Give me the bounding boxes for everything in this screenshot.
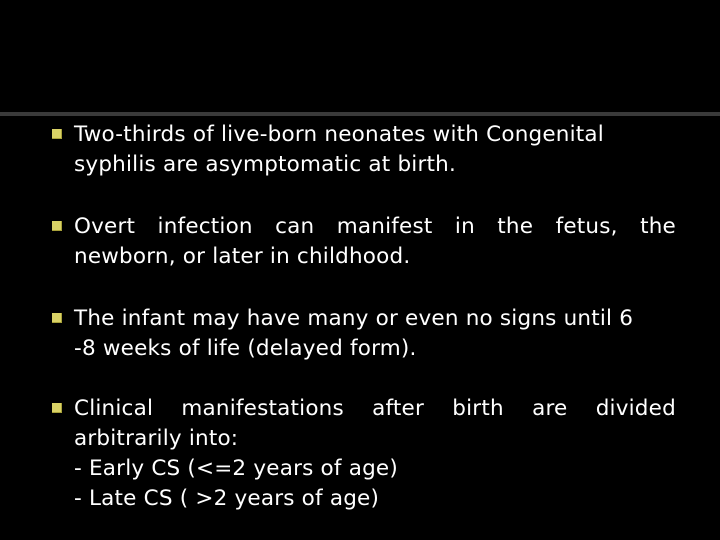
bullet-3-line-2: -8 weeks of life (delayed form).	[74, 336, 417, 361]
word: the	[640, 214, 676, 239]
bullet-text-1	[74, 120, 676, 180]
bullet-text-4	[74, 394, 676, 514]
bullet-3-line-1: The infant may have many or even no signs until 6	[74, 306, 634, 331]
word: in	[454, 214, 475, 239]
word: manifest	[336, 214, 433, 239]
bullet-1-line-1: Two-thirds of live-born neonates with Congenital	[74, 122, 604, 147]
word: infection	[157, 214, 253, 239]
word: birth	[452, 396, 504, 421]
square-bullet-icon	[52, 403, 62, 413]
bullet-text-3	[74, 304, 676, 364]
sub-item-early-cs: - Early CS (<=2 years of age)	[74, 456, 398, 481]
word: fetus,	[555, 214, 618, 239]
square-bullet-icon	[52, 221, 62, 231]
bullet-1-line-2: syphilis are asymptomatic at birth.	[74, 152, 457, 177]
bullet-2-line-2: newborn, or later in childhood.	[74, 244, 411, 269]
bullet-2-line-1	[74, 212, 676, 242]
bullet-4-line-1	[74, 394, 676, 424]
word: the	[497, 214, 534, 239]
square-bullet-icon	[52, 129, 62, 139]
bullet-text-2	[74, 212, 676, 272]
word: divided	[595, 396, 676, 421]
word: manifestations	[181, 396, 344, 421]
square-bullet-icon	[52, 313, 62, 323]
bullet-4-line-2: arbitrarily into:	[74, 426, 239, 451]
word: can	[275, 214, 315, 239]
word: are	[532, 396, 568, 421]
word: Clinical	[74, 396, 154, 421]
word: Overt	[74, 214, 136, 239]
sub-item-late-cs: - Late CS ( >2 years of age)	[74, 486, 380, 511]
word: after	[372, 396, 425, 421]
